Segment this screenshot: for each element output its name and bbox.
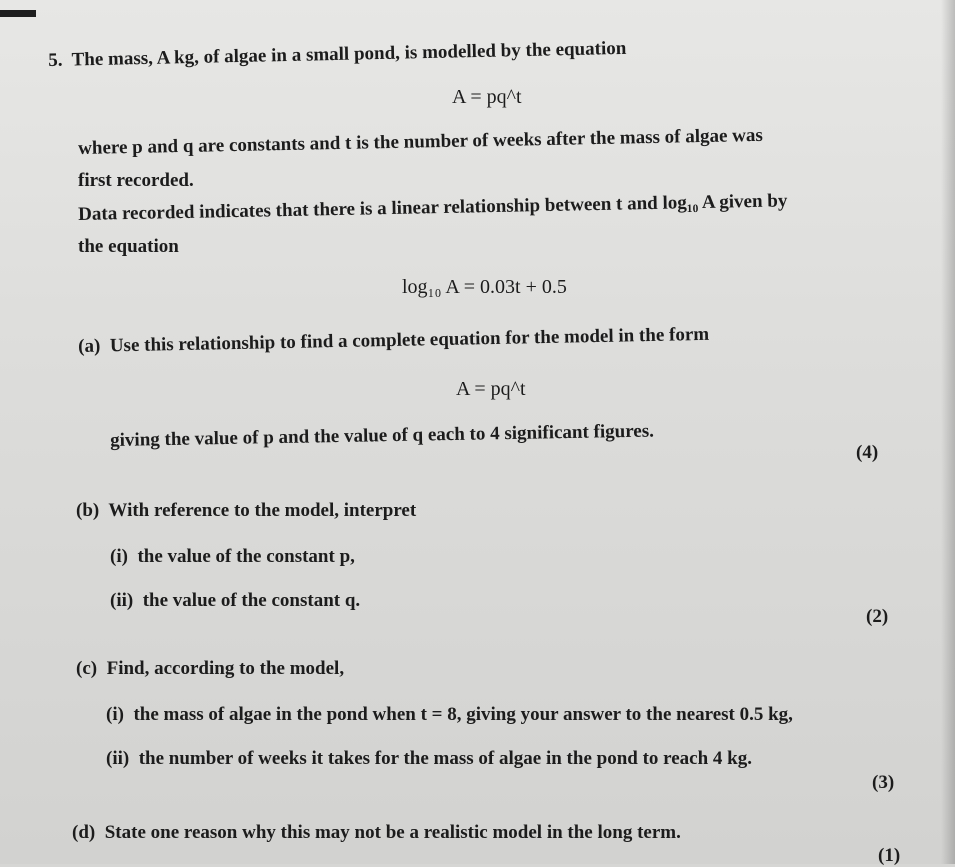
part-b-i-text: the value of the constant p,: [137, 546, 355, 567]
part-c-i: [106, 704, 793, 726]
part-d-label: (d): [72, 822, 96, 843]
part-b-instruction: With reference to the model, interpret: [108, 500, 417, 521]
part-b-label: (b): [76, 500, 100, 521]
part-c-ii-label: (ii): [106, 748, 130, 769]
part-b-marks: (2): [866, 606, 889, 627]
part-d-text: [72, 822, 681, 844]
part-a-equation: A = pq^t: [456, 378, 526, 400]
part-d-marks: (1): [878, 845, 901, 866]
where-line-1: where p and q are constants and t is the number of weeks after the mass of algae was: [78, 124, 763, 159]
part-b-i: [110, 546, 355, 568]
part-a-text-2: giving the value of p and the value of q each to 4 significant figures.: [110, 420, 655, 451]
part-c-ii: [106, 748, 752, 770]
part-b-ii-text: the value of the constant q.: [142, 590, 361, 611]
model-equation: A = pq^t: [452, 86, 522, 108]
where-line-2: first recorded.: [78, 170, 194, 191]
part-a-marks: (4): [856, 442, 879, 463]
page-shadow: [941, 0, 955, 864]
part-a-label: (a): [78, 335, 101, 357]
part-c-text: [76, 658, 344, 680]
part-a-instruction: Use this relationship to find a complete equation for the model in the form: [109, 323, 710, 357]
part-b-ii-label: (ii): [110, 590, 134, 611]
log-equation: log₁₀ A = 0.03t + 0.5: [402, 276, 567, 298]
part-a-text: [78, 324, 709, 358]
part-b-i-label: (i): [110, 546, 128, 567]
part-c-ii-text: the number of weeks it takes for the mass of algae in the pond to reach 4 kg.: [138, 748, 752, 769]
question-number: 5.: [48, 49, 63, 71]
question-intro: The mass, A kg, of algae in a small pond, is modelled by the equation: [71, 37, 627, 71]
part-c-i-text: the mass of algae in the pond when t = 8, giving your answer to the nearest 0.5 kg,: [133, 704, 793, 725]
part-c-i-label: (i): [106, 704, 124, 725]
page-edge-bar: [0, 10, 36, 17]
part-b-ii: [110, 590, 360, 612]
question-stem: [48, 38, 627, 72]
data-line-1: Data recorded indicates that there is a linear relationship between t and log₁₀ A given by: [78, 190, 788, 225]
part-c-marks: (3): [872, 772, 895, 793]
part-c-label: (c): [76, 658, 98, 679]
data-line-2: the equation: [78, 236, 179, 257]
part-b-text: [76, 500, 416, 522]
part-c-instruction: Find, according to the model,: [106, 658, 345, 679]
part-d-instruction: State one reason why this may not be a realistic model in the long term.: [104, 822, 681, 843]
